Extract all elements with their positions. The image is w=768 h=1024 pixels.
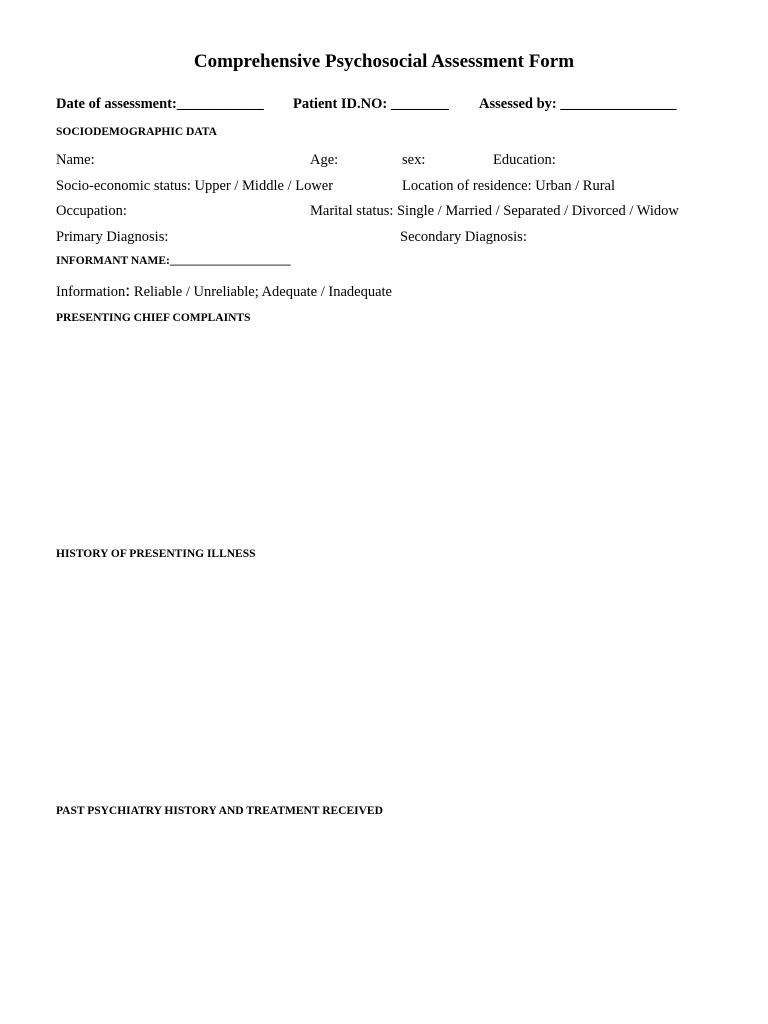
past-psychiatry-history-heading: PAST PSYCHIATRY HISTORY AND TREATMENT RECEIVED bbox=[56, 805, 383, 817]
assessed-by-field[interactable]: Assessed by: ________________ bbox=[479, 96, 677, 112]
information-options: Reliable / Unreliable; Adequate / Inadequate bbox=[130, 284, 392, 300]
socio-economic-status-field[interactable]: Socio-economic status: Upper / Middle / Lower bbox=[56, 178, 334, 194]
education-field[interactable]: Education: bbox=[493, 152, 556, 168]
name-field[interactable]: Name: bbox=[56, 152, 95, 168]
informant-name-field[interactable]: INFORMANT NAME:_____________________ bbox=[56, 255, 291, 267]
date-of-assessment-field[interactable]: Date of assessment:____________ bbox=[56, 96, 264, 112]
information-field[interactable] bbox=[56, 280, 392, 301]
information-colon: : bbox=[125, 280, 131, 300]
sex-field[interactable]: sex: bbox=[402, 152, 426, 168]
information-label: Information bbox=[56, 284, 126, 300]
page-title: Comprehensive Psychosocial Assessment Form bbox=[193, 51, 575, 72]
history-of-presenting-illness-heading: HISTORY OF PRESENTING ILLNESS bbox=[56, 548, 256, 560]
occupation-field[interactable]: Occupation: bbox=[56, 203, 127, 219]
sociodemographic-heading: SOCIODEMOGRAPHIC DATA bbox=[56, 126, 217, 138]
age-field[interactable]: Age: bbox=[310, 152, 339, 168]
patient-id-field[interactable]: Patient ID.NO: ________ bbox=[293, 96, 449, 112]
marital-status-field[interactable]: Marital status: Single / Married / Separated / Divorced / Widow bbox=[310, 203, 679, 219]
presenting-chief-complaints-heading: PRESENTING CHIEF COMPLAINTS bbox=[56, 312, 251, 324]
location-of-residence-field[interactable]: Location of residence: Urban / Rural bbox=[402, 178, 615, 194]
primary-diagnosis-field[interactable]: Primary Diagnosis: bbox=[56, 229, 169, 245]
secondary-diagnosis-field[interactable]: Secondary Diagnosis: bbox=[400, 229, 527, 245]
